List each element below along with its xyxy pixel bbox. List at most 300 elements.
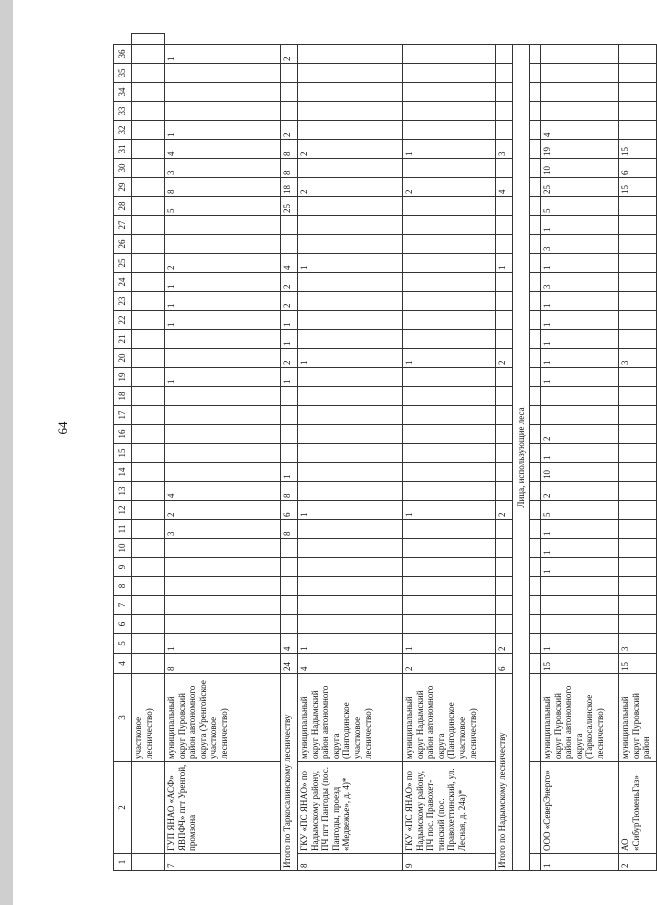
value-cell bbox=[496, 292, 513, 311]
value-cell: 8 bbox=[165, 654, 281, 674]
value-cell bbox=[165, 216, 281, 235]
column-number-29: 29 bbox=[114, 178, 132, 197]
value-cell: 2 bbox=[281, 292, 298, 311]
value-cell bbox=[403, 197, 496, 216]
value-cell bbox=[496, 387, 513, 406]
value-cell bbox=[403, 387, 496, 406]
column-number-5: 5 bbox=[114, 634, 132, 654]
value-cell bbox=[496, 273, 513, 292]
empty-cell bbox=[530, 368, 541, 387]
value-cell bbox=[281, 83, 298, 102]
column-number-33: 33 bbox=[114, 102, 132, 121]
value-cell bbox=[619, 406, 657, 425]
column-number-7: 7 bbox=[114, 596, 132, 615]
value-cell bbox=[619, 539, 657, 558]
column-number-17: 17 bbox=[114, 406, 132, 425]
column-number-13: 13 bbox=[114, 482, 132, 501]
value-cell bbox=[165, 387, 281, 406]
column-number-31: 31 bbox=[114, 140, 132, 159]
value-cell: 1 bbox=[165, 45, 281, 64]
empty-cell bbox=[530, 292, 541, 311]
organization-cell: ГКУ «ПС ЯНАО» по Надымскому району, ПЧ пгт Пангоды (пос. Пангоды, проезд «Медвежье», д. 4)* bbox=[298, 762, 403, 854]
value-cell: 15 bbox=[619, 178, 657, 197]
value-cell bbox=[403, 83, 496, 102]
value-cell bbox=[298, 463, 403, 482]
row-number-cell: 8 bbox=[298, 854, 403, 871]
value-cell bbox=[298, 102, 403, 121]
value-cell bbox=[541, 577, 619, 596]
table-row bbox=[403, 34, 496, 871]
location-cell: муниципальный округ Пуровский район автономного округа (Уренгойское участковое лесничество) bbox=[165, 674, 281, 762]
value-cell bbox=[619, 235, 657, 254]
value-cell bbox=[403, 311, 496, 330]
value-cell bbox=[619, 197, 657, 216]
value-cell bbox=[281, 406, 298, 425]
value-cell: 2 bbox=[541, 482, 619, 501]
value-cell bbox=[619, 444, 657, 463]
value-cell bbox=[619, 463, 657, 482]
empty-cell bbox=[530, 45, 541, 64]
value-cell bbox=[298, 83, 403, 102]
value-cell bbox=[298, 615, 403, 634]
value-cell: 1 bbox=[281, 330, 298, 349]
column-number-row bbox=[114, 34, 132, 871]
value-cell bbox=[619, 292, 657, 311]
empty-cell bbox=[530, 311, 541, 330]
value-cell bbox=[496, 482, 513, 501]
value-cell bbox=[496, 558, 513, 577]
value-cell bbox=[619, 387, 657, 406]
value-cell bbox=[403, 121, 496, 140]
value-cell bbox=[298, 539, 403, 558]
value-cell bbox=[496, 596, 513, 615]
value-cell: 10 bbox=[541, 159, 619, 178]
value-cell: 1 bbox=[541, 349, 619, 368]
value-cell: 3 bbox=[165, 159, 281, 178]
empty-cell bbox=[530, 273, 541, 292]
value-cell bbox=[541, 45, 619, 64]
value-cell: 15 bbox=[619, 140, 657, 159]
value-cell bbox=[619, 520, 657, 539]
value-cell bbox=[541, 64, 619, 83]
column-number-18: 18 bbox=[114, 387, 132, 406]
value-cell bbox=[619, 45, 657, 64]
empty-cell bbox=[530, 140, 541, 159]
value-cell: 1 bbox=[298, 254, 403, 273]
value-cell: 6 bbox=[619, 159, 657, 178]
value-cell: 8 bbox=[165, 178, 281, 197]
value-cell bbox=[298, 444, 403, 463]
value-cell: 4 bbox=[281, 634, 298, 654]
value-cell bbox=[541, 615, 619, 634]
value-cell bbox=[298, 159, 403, 178]
value-cell bbox=[165, 64, 281, 83]
value-cell: 1 bbox=[541, 330, 619, 349]
value-cell: 2 bbox=[298, 178, 403, 197]
value-cell bbox=[403, 558, 496, 577]
section-title: Лица, использующие леса bbox=[513, 45, 530, 871]
value-cell bbox=[298, 197, 403, 216]
empty-cell bbox=[530, 406, 541, 425]
row-number-cell: 2 bbox=[619, 854, 657, 871]
value-cell: 1 bbox=[298, 634, 403, 654]
column-number-14: 14 bbox=[114, 463, 132, 482]
value-cell: 3 bbox=[496, 140, 513, 159]
value-cell: 8 bbox=[281, 140, 298, 159]
column-number-15: 15 bbox=[114, 444, 132, 463]
table-row bbox=[132, 34, 165, 871]
value-cell: 4 bbox=[165, 482, 281, 501]
value-cell bbox=[403, 254, 496, 273]
value-cell bbox=[496, 216, 513, 235]
value-cell bbox=[281, 444, 298, 463]
value-cell bbox=[165, 539, 281, 558]
value-cell: 8 bbox=[281, 159, 298, 178]
organization-cell: ООО «СеверЭнерго» bbox=[541, 762, 619, 854]
value-cell bbox=[165, 406, 281, 425]
value-cell: 2 bbox=[541, 425, 619, 444]
value-cell: 1 bbox=[165, 121, 281, 140]
value-cell: 2 bbox=[281, 121, 298, 140]
value-cell: 2 bbox=[281, 45, 298, 64]
value-cell: 1 bbox=[541, 520, 619, 539]
value-cell bbox=[496, 102, 513, 121]
value-cell bbox=[619, 311, 657, 330]
column-number-4: 4 bbox=[114, 654, 132, 674]
value-cell bbox=[619, 83, 657, 102]
value-cell: 19 bbox=[541, 140, 619, 159]
value-cell bbox=[619, 330, 657, 349]
empty-cell bbox=[530, 83, 541, 102]
value-cell bbox=[619, 596, 657, 615]
value-cell: 2 bbox=[165, 254, 281, 273]
column-number-21: 21 bbox=[114, 330, 132, 349]
value-cell bbox=[281, 558, 298, 577]
value-cell: 1 bbox=[403, 634, 496, 654]
empty-cell bbox=[530, 501, 541, 520]
empty-cell bbox=[530, 482, 541, 501]
column-number-9: 9 bbox=[114, 558, 132, 577]
empty-cell bbox=[530, 387, 541, 406]
value-cell bbox=[403, 235, 496, 254]
empty-cell bbox=[530, 444, 541, 463]
value-cell bbox=[165, 558, 281, 577]
column-number-23: 23 bbox=[114, 292, 132, 311]
column-number-35: 35 bbox=[114, 64, 132, 83]
value-cell: 1 bbox=[165, 273, 281, 292]
value-cell: 2 bbox=[403, 178, 496, 197]
total-row bbox=[281, 34, 298, 871]
empty-cell bbox=[530, 235, 541, 254]
value-cell: 4 bbox=[496, 178, 513, 197]
total-label: Итого по Таркосалинскому лесничеству bbox=[281, 674, 298, 871]
value-cell bbox=[298, 45, 403, 64]
value-cell: 2 bbox=[281, 273, 298, 292]
value-cell bbox=[403, 577, 496, 596]
value-cell: 18 bbox=[281, 178, 298, 197]
value-cell bbox=[541, 83, 619, 102]
empty-cell bbox=[530, 216, 541, 235]
scan-edge bbox=[0, 0, 13, 905]
value-cell bbox=[298, 596, 403, 615]
column-number-3: 3 bbox=[114, 674, 132, 762]
value-cell bbox=[165, 330, 281, 349]
value-cell: 1 bbox=[541, 539, 619, 558]
value-cell: 1 bbox=[541, 558, 619, 577]
value-cell bbox=[403, 330, 496, 349]
value-cell: 5 bbox=[165, 197, 281, 216]
value-cell bbox=[496, 444, 513, 463]
value-cell bbox=[496, 311, 513, 330]
empty-cell bbox=[530, 425, 541, 444]
value-cell bbox=[403, 273, 496, 292]
value-cell bbox=[298, 292, 403, 311]
value-cell bbox=[541, 102, 619, 121]
value-cell bbox=[165, 102, 281, 121]
value-cell bbox=[403, 45, 496, 64]
value-cell: 2 bbox=[298, 140, 403, 159]
value-cell bbox=[496, 64, 513, 83]
column-number-26: 26 bbox=[114, 235, 132, 254]
empty-cell bbox=[530, 674, 541, 762]
value-cell: 2 bbox=[165, 501, 281, 520]
table-row bbox=[530, 34, 541, 871]
value-cell bbox=[298, 235, 403, 254]
value-cell bbox=[496, 159, 513, 178]
value-cell: 6 bbox=[496, 654, 513, 674]
empty-cell bbox=[530, 330, 541, 349]
value-cell: 1 bbox=[298, 349, 403, 368]
column-number-19: 19 bbox=[114, 368, 132, 387]
location-cell: муниципальный округ Надымский район автономного округа (Пангодинское участковое лесничество) bbox=[403, 674, 496, 762]
value-cell bbox=[403, 482, 496, 501]
value-cell bbox=[403, 463, 496, 482]
value-cell bbox=[619, 64, 657, 83]
table-row bbox=[298, 34, 403, 871]
location-cell: муниципальный округ Надымский район автономного округа (Пангодинское участковое лесничество) bbox=[298, 674, 403, 762]
value-cell bbox=[496, 45, 513, 64]
location-cell: муниципальный округ Пуровский район bbox=[619, 674, 657, 762]
value-cell: 2 bbox=[496, 634, 513, 654]
value-cell bbox=[403, 102, 496, 121]
value-cell: 1 bbox=[403, 501, 496, 520]
empty-cell bbox=[530, 596, 541, 615]
table-row bbox=[541, 34, 619, 871]
value-cell bbox=[496, 615, 513, 634]
value-cell bbox=[496, 425, 513, 444]
value-cell bbox=[298, 368, 403, 387]
value-cell: 8 bbox=[281, 520, 298, 539]
value-cell bbox=[403, 539, 496, 558]
total-label: Итого по Надымскому лесничеству bbox=[496, 674, 513, 871]
value-cell bbox=[298, 273, 403, 292]
empty-cell bbox=[530, 178, 541, 197]
value-cell: 3 bbox=[619, 634, 657, 654]
column-number-28: 28 bbox=[114, 197, 132, 216]
value-cell bbox=[281, 539, 298, 558]
column-number-24: 24 bbox=[114, 273, 132, 292]
column-number-1: 1 bbox=[114, 854, 132, 871]
table-row bbox=[165, 34, 281, 871]
value-cell: 1 bbox=[281, 463, 298, 482]
value-cell bbox=[298, 311, 403, 330]
value-cell bbox=[496, 520, 513, 539]
value-cell bbox=[619, 615, 657, 634]
forest-fire-resources-table bbox=[113, 33, 657, 871]
empty-cell bbox=[530, 463, 541, 482]
row-number-cell: 7 bbox=[165, 854, 281, 871]
value-cell bbox=[496, 368, 513, 387]
empty-cell bbox=[530, 159, 541, 178]
value-cell bbox=[496, 83, 513, 102]
value-cell: 25 bbox=[281, 197, 298, 216]
value-cell: 1 bbox=[281, 368, 298, 387]
column-number-20: 20 bbox=[114, 349, 132, 368]
empty-cell bbox=[530, 520, 541, 539]
empty-cell bbox=[530, 349, 541, 368]
value-cell: 1 bbox=[541, 254, 619, 273]
value-cell: 15 bbox=[541, 654, 619, 674]
section-row bbox=[513, 34, 530, 871]
value-cell bbox=[403, 520, 496, 539]
column-number-8: 8 bbox=[114, 577, 132, 596]
value-cell bbox=[619, 273, 657, 292]
value-cell bbox=[541, 596, 619, 615]
value-cell bbox=[619, 368, 657, 387]
empty-cell bbox=[530, 558, 541, 577]
value-cell: 1 bbox=[403, 140, 496, 159]
value-cell: 5 bbox=[541, 197, 619, 216]
value-cell bbox=[298, 64, 403, 83]
column-number-30: 30 bbox=[114, 159, 132, 178]
value-cell bbox=[298, 216, 403, 235]
value-cell: 3 bbox=[619, 349, 657, 368]
value-cell bbox=[165, 577, 281, 596]
value-cell bbox=[281, 387, 298, 406]
value-cell bbox=[298, 406, 403, 425]
value-cell: 2 bbox=[281, 349, 298, 368]
value-cell bbox=[403, 292, 496, 311]
total-row bbox=[496, 34, 513, 871]
empty-cell bbox=[530, 854, 541, 871]
value-cell bbox=[619, 425, 657, 444]
value-cell: 1 bbox=[541, 368, 619, 387]
value-cell: 2 bbox=[403, 654, 496, 674]
column-number-25: 25 bbox=[114, 254, 132, 273]
value-cell: 1 bbox=[281, 311, 298, 330]
row-number-cell: 9 bbox=[403, 854, 496, 871]
value-cell bbox=[619, 482, 657, 501]
value-cell: 5 bbox=[541, 501, 619, 520]
value-cell bbox=[403, 444, 496, 463]
value-cell: 24 bbox=[281, 654, 298, 674]
value-cell bbox=[403, 159, 496, 178]
value-cell bbox=[165, 425, 281, 444]
value-cell bbox=[619, 558, 657, 577]
value-cell bbox=[619, 254, 657, 273]
value-cell: 4 bbox=[298, 654, 403, 674]
value-cell: 3 bbox=[541, 235, 619, 254]
value-cell bbox=[403, 425, 496, 444]
value-cell: 1 bbox=[165, 368, 281, 387]
empty-cell bbox=[530, 197, 541, 216]
column-number-6: 6 bbox=[114, 615, 132, 634]
value-cell bbox=[281, 235, 298, 254]
empty-cell bbox=[530, 615, 541, 634]
value-cell bbox=[496, 406, 513, 425]
value-cell bbox=[403, 64, 496, 83]
value-cell bbox=[165, 463, 281, 482]
value-cell: 2 bbox=[496, 349, 513, 368]
value-cell: 1 bbox=[541, 216, 619, 235]
value-cell bbox=[298, 558, 403, 577]
value-cell bbox=[496, 577, 513, 596]
empty-cell bbox=[530, 121, 541, 140]
value-cell: 1 bbox=[165, 311, 281, 330]
value-cell: 2 bbox=[496, 501, 513, 520]
value-cell: 1 bbox=[541, 444, 619, 463]
value-cell: 1 bbox=[165, 634, 281, 654]
value-cell: 1 bbox=[496, 254, 513, 273]
page-number: 64 bbox=[55, 421, 70, 435]
column-number-27: 27 bbox=[114, 216, 132, 235]
value-cell bbox=[281, 64, 298, 83]
column-number-16: 16 bbox=[114, 425, 132, 444]
value-cell bbox=[165, 83, 281, 102]
value-cell bbox=[541, 406, 619, 425]
value-cell: 15 bbox=[619, 654, 657, 674]
column-number-34: 34 bbox=[114, 83, 132, 102]
value-cell: 1 bbox=[541, 292, 619, 311]
organization-cell: АО «СибурТюменьГаз» bbox=[619, 762, 657, 854]
column-number-12: 12 bbox=[114, 501, 132, 520]
column-number-22: 22 bbox=[114, 311, 132, 330]
value-cell bbox=[281, 615, 298, 634]
value-cell bbox=[281, 216, 298, 235]
location-cell: муниципальный округ Пуровский район автономного округа (Таркосалинское лесничество) bbox=[541, 674, 619, 762]
value-cell bbox=[496, 539, 513, 558]
value-cell bbox=[165, 444, 281, 463]
empty-cell bbox=[530, 634, 541, 654]
value-cell: 4 bbox=[281, 254, 298, 273]
value-cell: 3 bbox=[541, 273, 619, 292]
value-cell: 1 bbox=[165, 292, 281, 311]
value-cell bbox=[298, 121, 403, 140]
value-cell bbox=[403, 615, 496, 634]
empty-cell bbox=[530, 654, 541, 674]
value-cell bbox=[281, 577, 298, 596]
value-cell bbox=[496, 197, 513, 216]
value-cell bbox=[281, 425, 298, 444]
value-cell: 4 bbox=[165, 140, 281, 159]
value-cell bbox=[403, 406, 496, 425]
value-cell: 1 bbox=[541, 311, 619, 330]
value-cell bbox=[298, 330, 403, 349]
value-cell bbox=[165, 349, 281, 368]
value-cell bbox=[281, 102, 298, 121]
value-cell: 8 bbox=[281, 482, 298, 501]
column-number-11: 11 bbox=[114, 520, 132, 539]
value-cell bbox=[496, 330, 513, 349]
empty-cell bbox=[530, 762, 541, 854]
value-cell bbox=[496, 463, 513, 482]
value-cell bbox=[165, 235, 281, 254]
value-cell bbox=[619, 216, 657, 235]
value-cell: 1 bbox=[541, 634, 619, 654]
empty-cell bbox=[530, 64, 541, 83]
value-cell bbox=[496, 121, 513, 140]
value-cell bbox=[165, 615, 281, 634]
